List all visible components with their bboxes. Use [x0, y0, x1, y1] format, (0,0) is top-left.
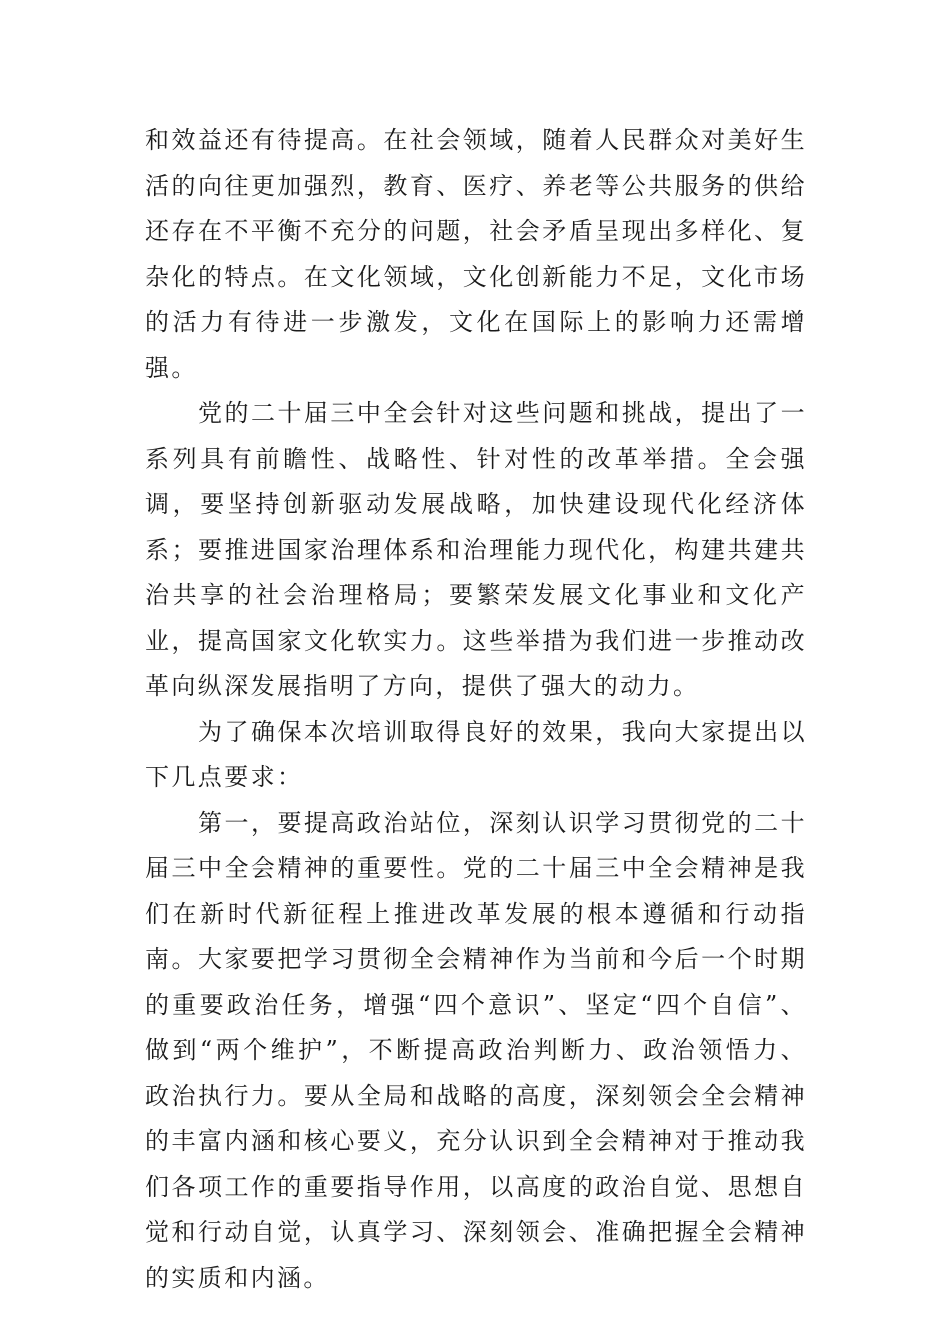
paragraph-2: 党的二十届三中全会针对这些问题和挑战，提出了一系列具有前瞻性、战略性、针对性的改革举措。全会强调，要坚持创新驱动发展战略，加快建设现代化经济体系；要推进国家治理体系和治理能力现代化，构建共建共治共享的社会治理格局；要繁荣发展文化事业和文化产业，提高国家文化软实力。这些举措为我们进一步推动改革向纵深发展指明了方向，提供了强大的动力。: [145, 399, 807, 700]
paragraph-1: 和效益还有待提高。在社会领域，随着人民群众对美好生活的向往更加强烈，教育、医疗、养老等公共服务的供给还存在不平衡不充分的问题，社会矛盾呈现出多样化、复杂化的特点。在文化领域，文化创新能力不足，文化市场的活力有待进一步激发，文化在国际上的影响力还需增强。: [145, 126, 807, 382]
paragraph-3: 为了确保本次培训取得良好的效果，我向大家提出以下几点要求：: [145, 717, 807, 791]
paragraph-4: 第一，要提高政治站位，深刻认识学习贯彻党的二十届三中全会精神的重要性。党的二十届三中全会精神是我们在新时代新征程上推进改革发展的根本遵循和行动指南。大家要把学习贯彻全会精神作为当前和今后一个时期的重要政治任务，增强“四个意识”、坚定“四个自信”、做到“两个维护”，不断提高政治判断力、政治领悟力、政治执行力。要从全局和战略的高度，深刻领会全会精神的丰富内涵和核心要义，充分认识到全会精神对于推动我们各项工作的重要指导作用，以高度的政治自觉、思想自觉和行动自觉，认真学习、深刻领会、准确把握全会精神的实质和内涵。: [145, 808, 807, 1292]
document-body: [145, 118, 807, 1301]
